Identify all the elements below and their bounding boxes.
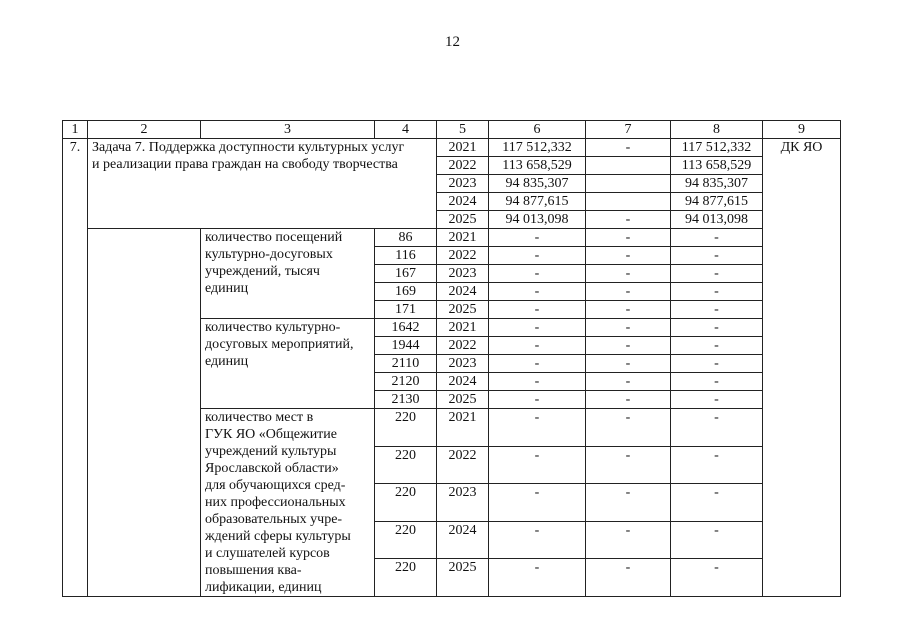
funding-col7: - [586, 446, 671, 484]
funding-col8: - [671, 409, 763, 447]
funding-col7: - [586, 484, 671, 522]
funding-col6: 117 512,332 [489, 139, 586, 157]
indicator-name-line: ждений сферы культуры [205, 529, 351, 544]
funding-col6: - [489, 265, 586, 283]
task-number: 7. [63, 139, 88, 597]
funding-col6: - [489, 301, 586, 319]
funding-col8: - [671, 373, 763, 391]
funding-col7: - [586, 391, 671, 409]
funding-col7: - [586, 355, 671, 373]
indicator-name-line: них профессиональных [205, 495, 346, 510]
funding-col8: - [671, 337, 763, 355]
indicator-value: 220 [375, 409, 437, 447]
funding-col8: - [671, 521, 763, 559]
indicator-name-line: культурно-досуговых [205, 247, 333, 262]
year-cell: 2023 [437, 355, 489, 373]
funding-col6: - [489, 337, 586, 355]
year-cell: 2024 [437, 193, 489, 211]
year-cell: 2024 [437, 521, 489, 559]
funding-col7: - [586, 319, 671, 337]
funding-col7: - [586, 139, 671, 157]
task-description-line: и реализации права граждан на свободу творчества [92, 157, 398, 172]
funding-col7: - [586, 301, 671, 319]
funding-col8: - [671, 355, 763, 373]
year-cell: 2021 [437, 139, 489, 157]
funding-col6: - [489, 446, 586, 484]
funding-col7: - [586, 559, 671, 597]
header-row [63, 121, 841, 139]
indicator-name-line: количество посещений [205, 230, 343, 245]
table-body [63, 121, 841, 597]
indicator-name-line: учреждений культуры [205, 444, 337, 459]
funding-col6: - [489, 391, 586, 409]
task-row [63, 139, 841, 157]
indicator-value: 116 [375, 247, 437, 265]
funding-col7: - [586, 409, 671, 447]
indicator-name-line: образовательных учре- [205, 512, 343, 527]
funding-col8: - [671, 247, 763, 265]
funding-col8: - [671, 446, 763, 484]
funding-col8: - [671, 391, 763, 409]
funding-col6: - [489, 319, 586, 337]
page-number: 12 [445, 34, 460, 50]
year-cell: 2022 [437, 337, 489, 355]
column-header-4: 4 [375, 121, 437, 139]
year-cell: 2021 [437, 409, 489, 447]
funding-col6: - [489, 484, 586, 522]
indicator-value: 220 [375, 484, 437, 522]
column-header-8: 8 [671, 121, 763, 139]
column-header-5: 5 [437, 121, 489, 139]
indicator-name-line: лификации, единиц [205, 580, 322, 595]
funding-col8: - [671, 319, 763, 337]
year-cell: 2025 [437, 559, 489, 597]
funding-col8: 94 013,098 [671, 211, 763, 229]
year-cell: 2022 [437, 446, 489, 484]
funding-col8: - [671, 559, 763, 597]
funding-col6: - [489, 559, 586, 597]
funding-col8: 113 658,529 [671, 157, 763, 175]
empty-col2 [88, 229, 201, 597]
funding-col7: - [586, 211, 671, 229]
column-header-6: 6 [489, 121, 586, 139]
indicator-value: 1642 [375, 319, 437, 337]
column-header-7: 7 [586, 121, 671, 139]
year-cell: 2025 [437, 391, 489, 409]
year-cell: 2024 [437, 373, 489, 391]
funding-col6: - [489, 229, 586, 247]
executor-cell: ДК ЯО [763, 139, 841, 597]
funding-col7: - [586, 247, 671, 265]
year-cell: 2021 [437, 319, 489, 337]
indicator-value: 167 [375, 265, 437, 283]
indicator-name [201, 319, 375, 409]
year-cell: 2024 [437, 283, 489, 301]
funding-col6: 113 658,529 [489, 157, 586, 175]
funding-col7: - [586, 373, 671, 391]
funding-col6: - [489, 355, 586, 373]
funding-col7 [586, 157, 671, 175]
funding-col7: - [586, 337, 671, 355]
indicator-value: 2110 [375, 355, 437, 373]
funding-col7: - [586, 283, 671, 301]
indicator-value: 2120 [375, 373, 437, 391]
year-cell: 2025 [437, 211, 489, 229]
funding-col6: - [489, 247, 586, 265]
indicator-value: 1944 [375, 337, 437, 355]
task-description [88, 139, 437, 229]
funding-col6: 94 835,307 [489, 175, 586, 193]
funding-col6: - [489, 521, 586, 559]
indicator-value: 2130 [375, 391, 437, 409]
funding-col8: 117 512,332 [671, 139, 763, 157]
column-header-9: 9 [763, 121, 841, 139]
indicator-value: 220 [375, 559, 437, 597]
program-table [62, 120, 841, 597]
indicator-name-line: количество мест в [205, 410, 314, 425]
funding-col7 [586, 193, 671, 211]
funding-col7: - [586, 229, 671, 247]
indicator-value: 220 [375, 521, 437, 559]
indicator-name [201, 229, 375, 319]
task-description-line: Задача 7. Поддержка доступности культурных услуг [92, 140, 405, 155]
column-header-2: 2 [88, 121, 201, 139]
funding-col8: - [671, 229, 763, 247]
funding-col8: - [671, 283, 763, 301]
indicator-name-line: единиц [205, 281, 249, 296]
column-header-3: 3 [201, 121, 375, 139]
year-cell: 2023 [437, 265, 489, 283]
indicator-name-line: учреждений, тысяч [205, 264, 320, 279]
funding-col8: - [671, 484, 763, 522]
column-header-1: 1 [63, 121, 88, 139]
year-cell: 2023 [437, 175, 489, 193]
year-cell: 2022 [437, 157, 489, 175]
indicator-name [201, 409, 375, 597]
funding-col6: 94 877,615 [489, 193, 586, 211]
funding-col7: - [586, 521, 671, 559]
indicator-value: 220 [375, 446, 437, 484]
year-cell: 2021 [437, 229, 489, 247]
funding-col7: - [586, 265, 671, 283]
indicator-name-line: количество культурно- [205, 320, 341, 335]
indicator-name-line: для обучающихся сред- [205, 478, 346, 493]
funding-col8: - [671, 301, 763, 319]
funding-col7 [586, 175, 671, 193]
indicator-name-line: досуговых мероприятий, [205, 337, 354, 352]
indicator-name-line: Ярославской области» [205, 461, 339, 476]
indicator-row [63, 229, 841, 247]
indicator-name-line: единиц [205, 354, 249, 369]
indicator-name-line: и слушателей курсов [205, 546, 330, 561]
year-cell: 2023 [437, 484, 489, 522]
indicator-name-line: ГУК ЯО «Общежитие [205, 427, 338, 442]
year-cell: 2022 [437, 247, 489, 265]
funding-col8: - [671, 265, 763, 283]
indicator-value: 86 [375, 229, 437, 247]
funding-col6: - [489, 373, 586, 391]
funding-col8: 94 835,307 [671, 175, 763, 193]
funding-col6: - [489, 283, 586, 301]
indicator-value: 171 [375, 301, 437, 319]
funding-col8: 94 877,615 [671, 193, 763, 211]
year-cell: 2025 [437, 301, 489, 319]
funding-col6: 94 013,098 [489, 211, 586, 229]
indicator-name-line: повышения ква- [205, 563, 302, 578]
funding-col6: - [489, 409, 586, 447]
indicator-value: 169 [375, 283, 437, 301]
